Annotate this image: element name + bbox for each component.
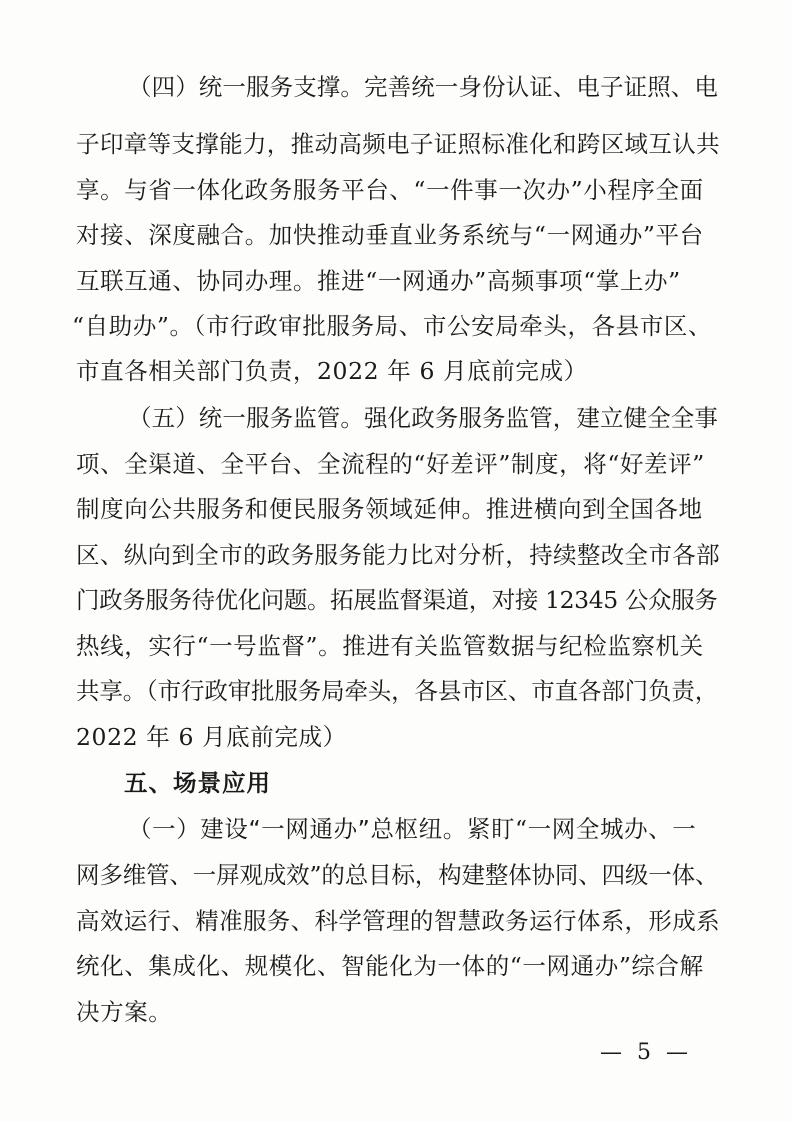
scene-1-line-5: 决方案。 — [76, 998, 173, 1026]
section-5-line-6: 热线，实行“一号监督”。推进有关监管数据与纪检监察机关 — [76, 632, 704, 660]
section-5-line-2: 项、全渠道、全平台、全流程的“好差评”制度，将“好差评” — [76, 450, 705, 478]
scene-1-line-2: 网多维管、一屏观成效”的总目标，构建整体协同、四级一体、 — [76, 861, 719, 889]
section-4-line-4: 对接、深度融合。加快推动垂直业务系统与“一网通办”平台 — [76, 221, 704, 249]
section-5-line-3: 制度向公共服务和便民服务领域延伸。推进横向到全国各地 — [76, 495, 703, 523]
section-4-line-2: 子印章等支撑能力，推动高频电子证照标准化和跨区域互认共 — [76, 130, 720, 158]
section-4-line-7: 市直各相关部门负责，2022 年 6 月底前完成） — [76, 357, 588, 385]
section-5-line-5: 门政务服务待优化问题。拓展监督渠道，对接 12345 公众服务 — [76, 586, 718, 614]
scene-1-title: （一）建设“一网通办”总枢纽。 — [128, 815, 467, 843]
scene-1-line-3: 高效运行、精准服务、科学管理的智慧政务运行体系，形成系 — [76, 907, 720, 935]
scene-1-line-1 — [128, 814, 696, 844]
section-4-line-3: 享。与省一体化政务服务平台、“一件事一次办”小程序全面 — [76, 176, 704, 204]
section-5-title: （五）统一服务监管。 — [128, 404, 364, 432]
section-heading: 五、场景应用 — [124, 769, 271, 797]
section-5-text: 强化政务服务监管，建立健全全事 — [364, 404, 718, 432]
section-4-line-6: “自助办”。（市行政审批服务局、市公安局牵头，各县市区、 — [72, 312, 713, 340]
section-4-text: 完善统一身份认证、电子证照、电 — [364, 73, 718, 101]
section-4-line-5: 互联互通、协同办理。推进“一网通办”高频事项“掌上办” — [76, 267, 681, 295]
section-5-line-1 — [128, 403, 718, 433]
section-4-line-1 — [128, 72, 718, 102]
section-4-title: （四）统一服务支撑。 — [128, 73, 364, 101]
section-5-line-8: 2022 年 6 月底前完成） — [76, 723, 347, 751]
scene-1-text: 紧盯“一网全城办、一 — [466, 815, 697, 843]
page-number: — 5 — — [600, 1040, 692, 1065]
section-5-line-7: 共享。（市行政审批服务局牵头，各县市区、市直各部门负责， — [76, 677, 719, 705]
section-5-line-4: 区、纵向到全市的政务服务能力比对分析，持续整改全市各部 — [76, 541, 720, 569]
scene-1-line-4: 统化、集成化、规模化、智能化为一体的“一网通办”综合解 — [76, 952, 704, 980]
